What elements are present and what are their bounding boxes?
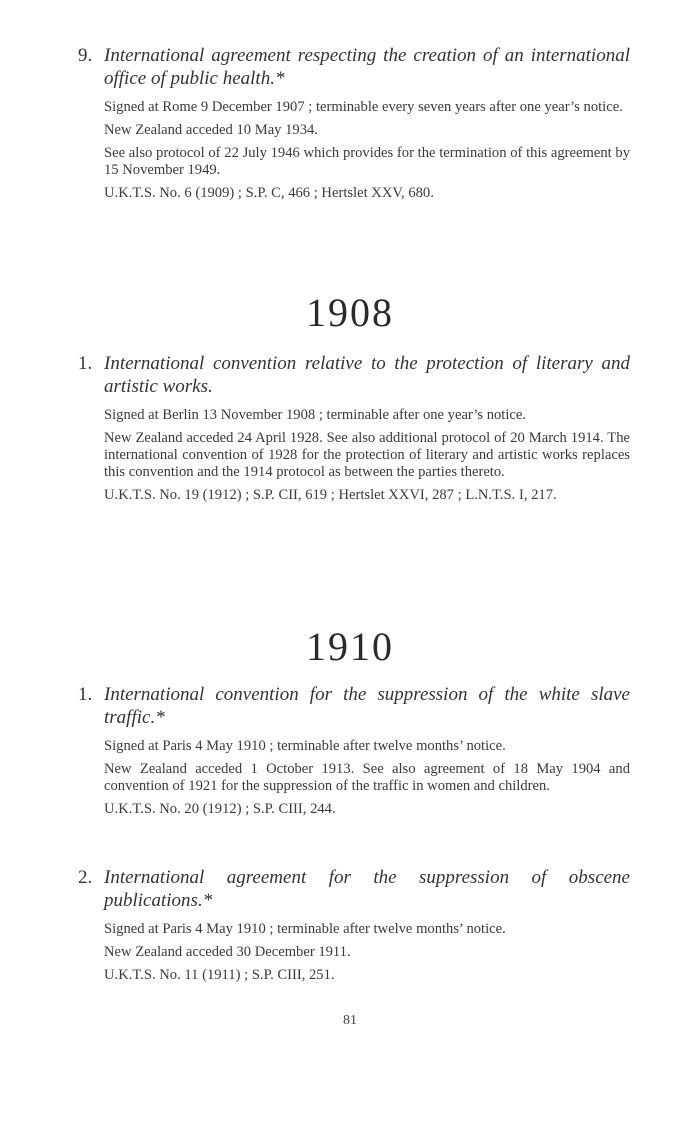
entry-title [78, 683, 630, 729]
entry-accession: New Zealand acceded 10 May 1934. [104, 122, 318, 138]
entry-signed: Signed at Paris 4 May 1910 ; terminable after twelve months’ notice. [104, 921, 506, 937]
entry-title [78, 44, 630, 90]
year-heading-1908: 1908 [306, 290, 394, 335]
entry-signed: Signed at Berlin 13 November 1908 ; terminable after one year’s notice. [104, 407, 527, 423]
entry-note: See also protocol of 22 July 1946 which provides for the termination of this agreement by 15 November 1949. [104, 145, 630, 178]
entry-signed: Signed at Paris 4 May 1910 ; terminable after twelve months’ notice. [104, 738, 506, 754]
treaty-entry-literary-works [78, 352, 630, 510]
treaty-entry-public-health [78, 44, 630, 208]
treaty-entry-white-slave-traffic [78, 683, 630, 824]
entry-references: U.K.T.S. No. 20 (1912) ; S.P. CIII, 244. [104, 801, 336, 817]
entry-number: 1. [78, 684, 93, 705]
treaty-entry-obscene-publications [78, 866, 630, 990]
entry-title-text: International agreement for the suppression of obscene publications.* [104, 867, 630, 911]
entry-references: U.K.T.S. No. 11 (1911) ; S.P. CIII, 251. [104, 967, 335, 983]
entry-references: U.K.T.S. No. 6 (1909) ; S.P. C, 466 ; Hertslet XXV, 680. [104, 185, 434, 201]
entry-number: 9. [78, 45, 93, 66]
page-number: 81 [343, 1013, 357, 1028]
entry-title-text: International convention for the suppression of the white slave traffic.* [104, 684, 630, 728]
entry-accession: New Zealand acceded 24 April 1928. See also additional protocol of 20 March 1914. The international convention of 1928 for the protection of literary and artistic works replaces this convention and the 1914 protocol as between the parties thereto. [104, 430, 630, 480]
entry-title [78, 352, 630, 398]
entry-number: 2. [78, 867, 93, 888]
entry-number: 1. [78, 353, 93, 374]
entry-title-text: International convention relative to the protection of literary and artistic works. [104, 353, 630, 397]
year-heading-1910: 1910 [306, 624, 394, 669]
entry-signed: Signed at Rome 9 December 1907 ; terminable every seven years after one year’s notice. [104, 99, 623, 115]
entry-accession: New Zealand acceded 1 October 1913. See also agreement of 18 May 1904 and convention of 1921 for the suppression of the traffic in women and children. [104, 761, 630, 794]
entry-title-text: International agreement respecting the creation of an international office of public health.* [104, 45, 630, 89]
entry-title [78, 866, 630, 912]
entry-accession: New Zealand acceded 30 December 1911. [104, 944, 351, 960]
entry-references: U.K.T.S. No. 19 (1912) ; S.P. CII, 619 ; Hertslet XXVI, 287 ; L.N.T.S. I, 217. [104, 487, 557, 503]
